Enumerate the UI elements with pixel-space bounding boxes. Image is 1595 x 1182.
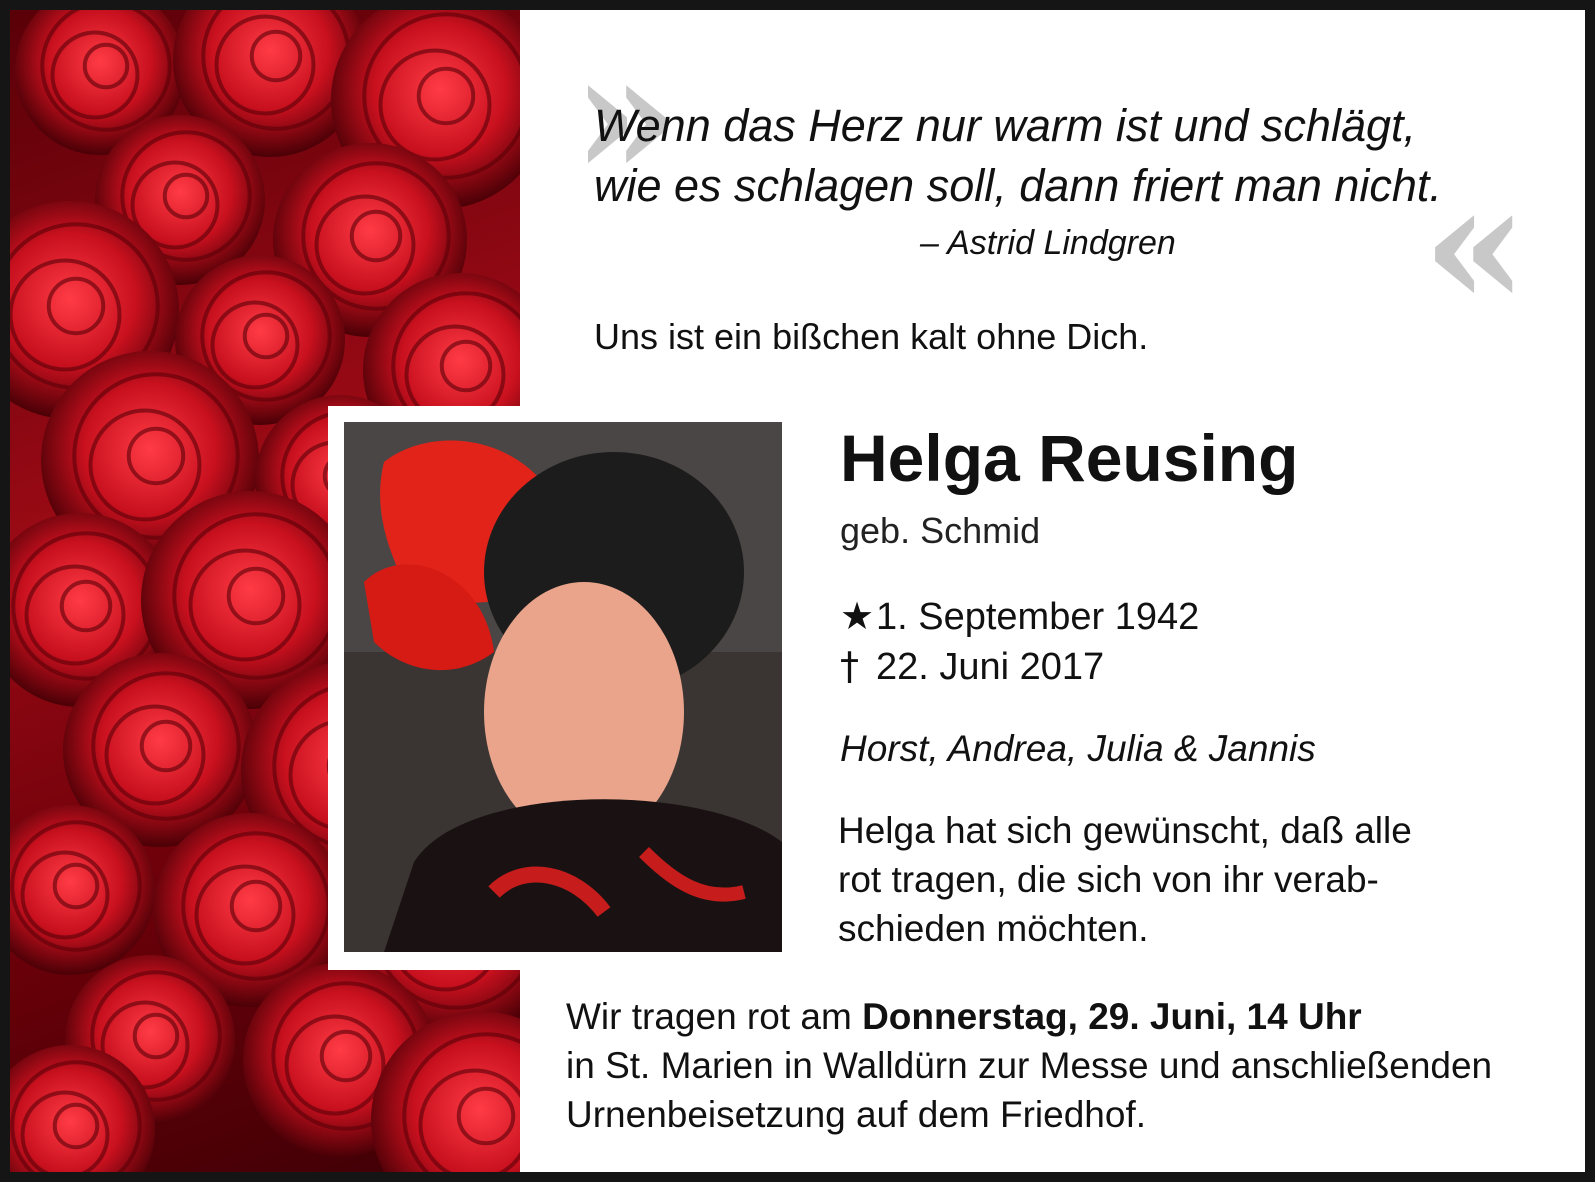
deceased-name: Helga Reusing — [840, 421, 1299, 495]
service-date: Donnerstag, 29. Juni, 14 Uhr — [862, 996, 1362, 1037]
portrait-photo — [344, 422, 782, 952]
death-date-row — [840, 644, 1104, 689]
quote-line-1: Wenn das Herz nur warm ist und schlägt, — [594, 100, 1417, 151]
birth-date-row — [840, 594, 1199, 639]
close-quote-mark: « — [1422, 145, 1529, 345]
wish-text — [838, 806, 1518, 953]
star-icon: ★ — [840, 594, 875, 638]
service-line-1 — [566, 992, 1566, 1041]
service-line-2: in St. Marien in Walldürn zur Messe und anschließenden — [566, 1045, 1493, 1086]
service-prefix: Wir tragen rot am — [566, 996, 863, 1037]
maiden-name: geb. Schmid — [840, 510, 1041, 551]
quote — [594, 96, 1554, 216]
birth-date: 1. September 1942 — [876, 596, 1200, 638]
family-names: Horst, Andrea, Julia & Jannis — [840, 728, 1316, 769]
wish-line-3: schieden möchten. — [838, 908, 1149, 949]
open-quote-mark: » — [572, 15, 679, 215]
death-date: 22. Juni 2017 — [876, 646, 1105, 688]
portrait-frame — [328, 406, 798, 970]
lead-text: Uns ist ein bißchen kalt ohne Dich. — [594, 316, 1149, 357]
service-line-3: Urnenbeisetzung auf dem Friedhof. — [566, 1094, 1147, 1135]
wish-line-1: Helga hat sich gewünscht, daß alle — [838, 810, 1412, 851]
quote-author: – Astrid Lindgren — [920, 224, 1176, 262]
cross-icon: † — [840, 644, 859, 688]
service-info — [566, 992, 1566, 1139]
wish-line-2: rot tragen, die sich von ihr verab- — [838, 859, 1379, 900]
quote-line-2: wie es schlagen soll, dann friert man nicht. — [594, 160, 1442, 211]
